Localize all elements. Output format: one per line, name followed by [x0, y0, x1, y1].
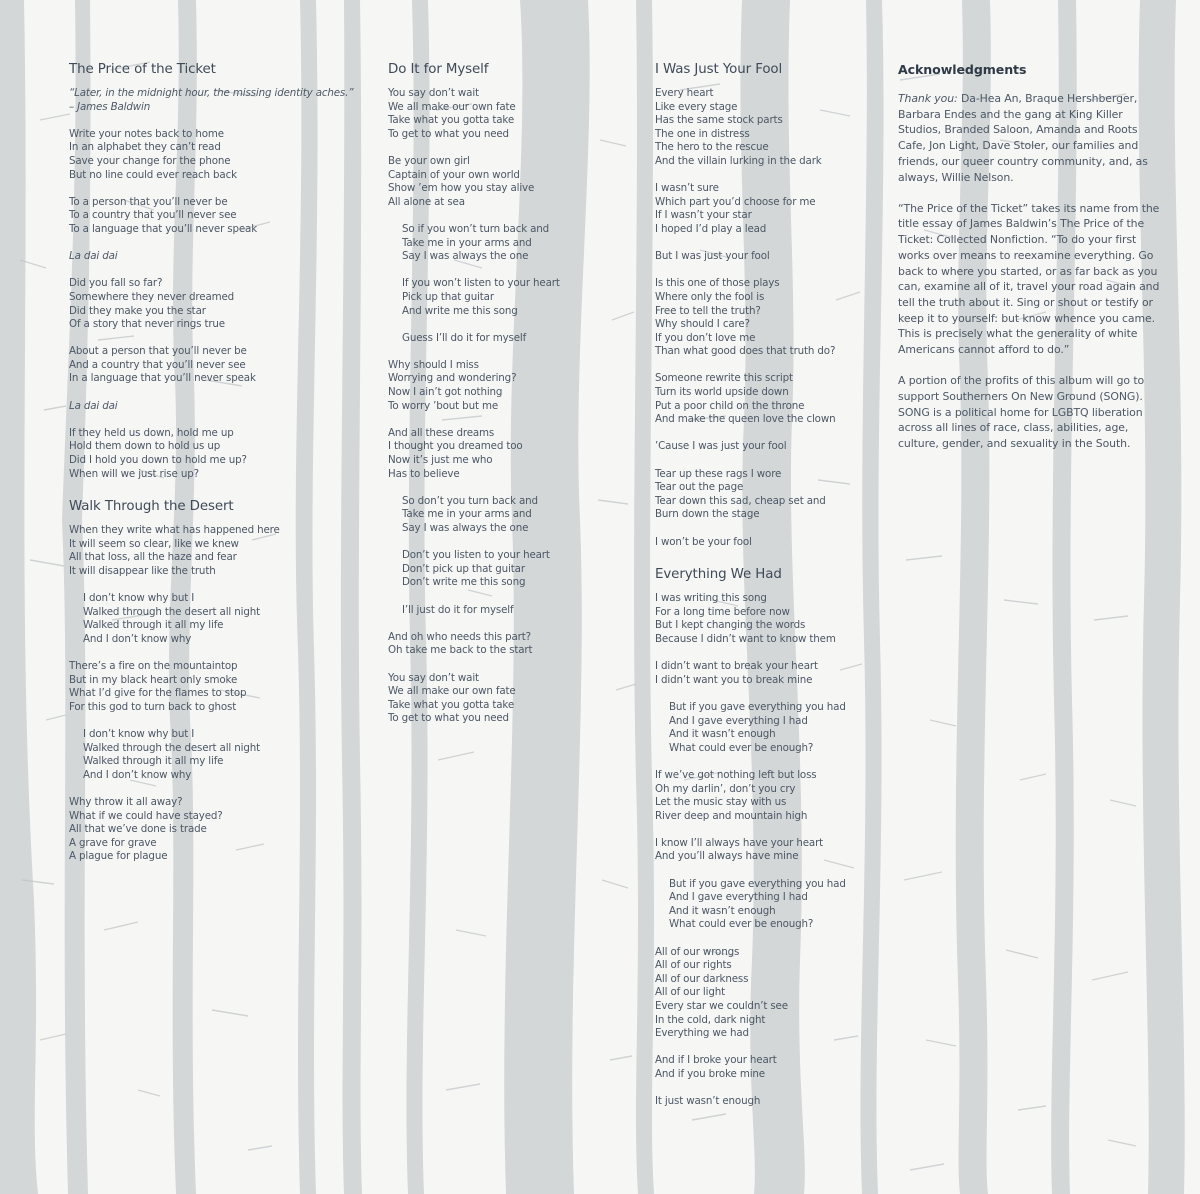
lyric-line: If they held us down, hold me up [69, 426, 234, 439]
lyric-line: And a country that you’ll never see [69, 358, 246, 371]
lyric-line: And I don’t know why [83, 768, 192, 781]
acknowledgments-column [898, 60, 1160, 467]
lyric-line: So don’t you turn back and [402, 494, 538, 507]
lyric-line: Save your change for the phone [69, 154, 231, 167]
chorus-stanza [69, 728, 359, 782]
stanza [69, 128, 359, 182]
lyric-line: You say don’t wait [388, 87, 479, 99]
lyric-line: Let the music stay with us [655, 796, 787, 809]
lyric-line: Did they make you the star [69, 304, 206, 317]
lyric-line: And make the queen love the clown [655, 413, 836, 426]
lyric-line: In the cold, dark night [655, 1013, 766, 1026]
lyric-line: And all these dreams [388, 426, 495, 439]
song [655, 60, 895, 549]
lyric-line: And I don’t know why [83, 632, 192, 645]
lyric-line: Take what you gotta take [388, 698, 515, 711]
lyric-line: Now it’s just me who [388, 454, 493, 467]
stanza [69, 277, 359, 331]
lyric-line: But no line could ever reach back [69, 168, 237, 181]
song-title: Do It for Myself [388, 62, 489, 77]
lyric-line: If you don’t love me [655, 331, 756, 344]
stanza [69, 796, 359, 864]
lyric-line: Take me in your arms and [402, 236, 532, 249]
lyric-line: I don’t know why but I [83, 592, 195, 605]
lyric-line: Put a poor child on the throne [655, 399, 805, 412]
lyric-line: All of our wrongs [655, 945, 740, 958]
lyric-line: I hoped I’d play a lead [655, 222, 767, 235]
lyric-line: What if we could have stayed? [69, 809, 223, 822]
chorus-stanza [655, 701, 895, 755]
lyric-line: We all make our own fate [388, 685, 516, 698]
lyric-line: All of our rights [655, 959, 732, 972]
lyric-line: Why should I care? [655, 318, 750, 331]
lyric-line: I wasn’t sure [655, 182, 719, 195]
stanza [388, 155, 643, 209]
lyric-line: A plague for plague [69, 850, 168, 863]
lyric-line: Somewhere they never dreamed [69, 290, 235, 303]
stanza [655, 250, 895, 264]
lyric-line: Write your notes back to home [69, 127, 224, 140]
song-title: Walk Through the Desert [69, 499, 234, 515]
lyric-line: – James Baldwin [69, 100, 151, 113]
lyric-line: To a country that you’ll never see [69, 209, 237, 222]
lyric-line: I thought you dreamed too [388, 440, 523, 453]
lyric-line: “Later, in the midnight hour, the missing identity aches.” [69, 87, 354, 99]
column-2 [388, 60, 643, 740]
song-org-note: A portion of the profits of this album will go to support Southerners On New Ground (SONG). SONG is a political home for LGBTQ liberation across all lines of race, class, abilities, age, culture, gender, and sexuality in the South. [898, 374, 1145, 451]
lyric-line: If we’ve got nothing left but loss [655, 768, 817, 781]
lyric-line: Than what good does that truth do? [655, 345, 836, 358]
stanza [69, 660, 359, 714]
lyric-line: For a long time before now [655, 605, 790, 618]
stanza [655, 946, 895, 1041]
lyric-line: ’Cause I was just your fool [655, 440, 787, 453]
lyric-line: We all make our own fate [388, 100, 516, 113]
stanza [69, 250, 359, 264]
lyric-line: And write me this song [402, 304, 518, 317]
lyric-line: But in my black heart only smoke [69, 673, 238, 686]
stanza [655, 372, 895, 426]
lyric-line: Be your own girl [388, 154, 470, 167]
lyric-line: Tear up these rags I wore [655, 467, 782, 480]
lyric-line: What I’d give for the flames to stop [69, 687, 247, 700]
lyric-line: All of our darkness [655, 972, 749, 985]
stanza [655, 468, 895, 522]
lyric-line: The hero to the rescue [655, 141, 769, 154]
lyric-line: Now I ain’t got nothing [388, 386, 503, 399]
lyric-line: What could ever be enough? [669, 741, 814, 754]
lyric-line: Tear out the page [655, 481, 744, 494]
lyric-line: Worrying and wondering? [388, 372, 517, 385]
lyric-line: Has to believe [388, 467, 460, 480]
lyric-line: Oh take me back to the start [388, 644, 533, 657]
lyric-line: You say don’t wait [388, 671, 479, 684]
song [388, 60, 643, 726]
lyric-line: Because I didn’t want to know them [655, 632, 836, 645]
stanza [655, 536, 895, 550]
lyric-line: To a person that you’ll never be [69, 195, 228, 208]
lyric-line: La dai dai [69, 250, 118, 263]
lyric-line: Why throw it all away? [69, 796, 183, 809]
lyric-line: All that we’ve done is trade [69, 823, 207, 836]
lyric-line: It just wasn’t enough [655, 1095, 761, 1108]
lyric-line: All of our light [655, 986, 725, 999]
lyric-line: About a person that you’ll never be [69, 345, 247, 358]
stanza [655, 660, 895, 687]
lyric-line: Did you fall so far? [69, 277, 163, 290]
lyric-line: Guess I’ll do it for myself [402, 331, 527, 344]
song-title: Everything We Had [655, 567, 782, 583]
chorus-stanza [655, 878, 895, 932]
lyric-line: If I wasn’t your star [655, 209, 752, 222]
lyric-line: When will we just rise up? [69, 467, 199, 480]
lyric-line: Walked through the desert all night [83, 605, 260, 618]
lyric-line: Is this one of those plays [655, 277, 780, 290]
stanza [388, 87, 643, 141]
song-title: The Price of the Ticket [69, 62, 216, 77]
stanza [655, 277, 895, 359]
lyric-line: I don’t know why but I [83, 728, 195, 741]
lyric-line: Why should I miss [388, 358, 479, 371]
lyric-line: Hold them down to hold us up [69, 440, 221, 453]
stanza [655, 837, 895, 864]
song-title: I Was Just Your Fool [655, 62, 783, 77]
chorus-stanza [388, 495, 643, 536]
lyric-line: River deep and mountain high [655, 809, 808, 822]
lyric-line: Say I was always the one [402, 522, 529, 534]
lyric-line: Every heart [655, 87, 714, 99]
lyric-line: Show ’em how you stay alive [388, 182, 535, 195]
stanza [69, 196, 359, 237]
lyric-line: Has the same stock parts [655, 114, 783, 127]
lyric-line: Don’t write me this song [402, 576, 526, 589]
lyric-line: All alone at sea [388, 195, 465, 208]
lyric-line: And oh who needs this part? [388, 630, 531, 643]
lyric-line: To worry ’bout but me [388, 399, 499, 412]
lyric-line: Take what you gotta take [388, 114, 515, 127]
lyric-line: And if I broke your heart [655, 1054, 777, 1067]
column-1 [69, 60, 359, 878]
lyric-line: I was writing this song [655, 592, 767, 605]
song [655, 565, 895, 1109]
lyric-line: But I kept changing the words [655, 619, 806, 632]
lyric-line: I didn’t want you to break mine [655, 673, 813, 686]
lyric-line: I didn’t want to break your heart [655, 660, 818, 673]
stanza [388, 631, 643, 658]
lyric-line: The one in distress [655, 127, 750, 140]
stanza [655, 592, 895, 646]
lyric-line: But if you gave everything you had [669, 877, 846, 890]
lyric-line: Oh my darlin’, don’t you cry [655, 782, 796, 795]
lyric-line: I won’t be your fool [655, 535, 752, 548]
chorus-stanza [69, 592, 359, 646]
stanza [69, 345, 359, 386]
lyric-line: I know I’ll always have your heart [655, 836, 824, 849]
thanks-text: Da-Hea An, Braque Hershberger, Barbara Endes and the gang at King Killer Studios, Branded Saloon, Amanda and Roots Cafe, Jon Light, Dave Stoler, our families and friends, our queer country community, and, as always, Willie Nelson. [898, 92, 1148, 184]
stanza [655, 440, 895, 454]
lyric-line: Don’t you listen to your heart [402, 549, 550, 562]
stanza [69, 524, 359, 578]
lyric-line: Turn its world upside down [655, 386, 789, 399]
stanza [388, 672, 643, 726]
lyric-line: A grave for grave [69, 836, 157, 849]
stanza [655, 87, 895, 169]
lyric-line: All that loss, all the haze and fear [69, 551, 237, 564]
lyric-line: Burn down the stage [655, 508, 760, 521]
lyric-line: And it wasn’t enough [669, 728, 776, 741]
lyric-line: Pick up that guitar [402, 290, 494, 303]
lyric-line: To get to what you need [388, 127, 509, 140]
lyric-line: In an alphabet they can’t read [69, 141, 221, 154]
stanza [655, 1095, 895, 1109]
lyric-line: And the villain lurking in the dark [655, 154, 822, 167]
lyric-line: Tear down this sad, cheap set and [655, 494, 826, 507]
lyric-line: Don’t pick up that guitar [402, 562, 525, 575]
lyric-line: Free to tell the truth? [655, 304, 761, 317]
chorus-stanza [388, 223, 643, 264]
lyric-line: To get to what you need [388, 712, 509, 725]
song [69, 60, 359, 481]
lyric-line: Which part you’d choose for me [655, 195, 816, 208]
lyric-line: It will seem so clear, like we knew [69, 537, 239, 550]
lyric-line: Walked through it all my life [83, 619, 224, 632]
lyric-line: Everything we had [655, 1027, 749, 1040]
acknowledgments-title: Acknowledgments [898, 62, 1027, 77]
lyric-line: Captain of your own world [388, 168, 520, 181]
lyric-line: To a language that you’ll never speak [69, 222, 258, 235]
lyric-line: But I was just your fool [655, 250, 770, 263]
lyric-line: Of a story that never rings true [69, 318, 225, 331]
lyric-line: In a language that you’ll never speak [69, 372, 256, 385]
lyric-line: Every star we couldn’t see [655, 1000, 788, 1012]
lyric-line: And it wasn’t enough [669, 904, 776, 917]
lyric-line: It will disappear like the truth [69, 565, 216, 577]
stanza [69, 400, 359, 414]
chorus-stanza [388, 332, 643, 346]
lyric-line: What could ever be enough? [669, 918, 814, 931]
lyric-line: For this god to turn back to ghost [69, 700, 237, 713]
lyric-line: When they write what has happened here [69, 524, 280, 537]
chorus-stanza [388, 277, 643, 318]
stanza [655, 182, 895, 236]
lyric-line: But if you gave everything you had [669, 700, 846, 713]
thanks-label: Thank you: [898, 92, 958, 105]
lyric-line: And you’ll always have mine [655, 850, 799, 863]
lyric-line: There’s a fire on the mountaintop [69, 660, 238, 673]
column-3 [655, 60, 895, 1122]
lyric-line: Walked through it all my life [83, 755, 224, 768]
stanza [388, 427, 643, 481]
stanza [655, 1054, 895, 1081]
lyric-line: And I gave everything I had [669, 714, 808, 727]
chorus-stanza [388, 549, 643, 590]
chorus-stanza [388, 604, 643, 618]
stanza [69, 427, 359, 481]
lyric-line: Someone rewrite this script [655, 372, 793, 385]
lyric-line: Walked through the desert all night [83, 741, 260, 754]
lyric-line: And if you broke mine [655, 1067, 765, 1080]
song [69, 497, 359, 864]
thanks-paragraph [898, 91, 1160, 185]
lyric-line: I’ll just do it for myself [402, 603, 514, 616]
lyric-line: Like every stage [655, 100, 738, 113]
lyric-line: Say I was always the one [402, 250, 529, 263]
stanza [388, 359, 643, 413]
baldwin-note: “The Price of the Ticket” takes its name from the title essay of James Baldwin’s The Price of the Ticket: Collected Nonfiction. “To do your first works over means to reexamine everything. Go back to where you started, or as far back as you can, examine all of it, travel your road again and tell the truth about it. Sing or shout or testify or keep it to yourself: but know whence you came. This is precisely what the generality of white Americans cannot afford to do.” [898, 201, 1160, 357]
stanza [69, 87, 359, 114]
stanza [655, 769, 895, 823]
lyric-line: La dai dai [69, 399, 118, 412]
lyric-line: Take me in your arms and [402, 508, 532, 521]
lyric-line: So if you won’t turn back and [402, 222, 550, 235]
lyric-line: Did I hold you down to hold me up? [69, 454, 247, 467]
lyric-line: And I gave everything I had [669, 891, 808, 904]
lyric-line: If you won’t listen to your heart [402, 277, 560, 290]
lyric-line: Where only the fool is [655, 290, 765, 303]
